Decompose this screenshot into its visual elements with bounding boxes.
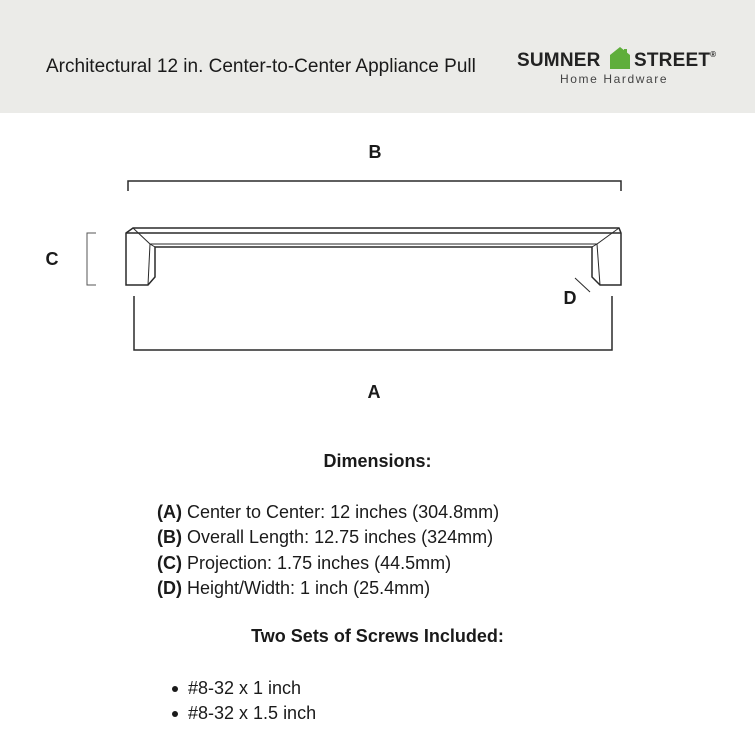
dimension-item-a: (A) Center to Center: 12 inches (304.8mm) — [157, 502, 500, 522]
label-b: B — [368, 142, 382, 162]
product-title: Architectural 12 in. Center-to-Center Appliance Pull — [46, 56, 476, 77]
screws-heading: Two Sets of Screws Included: — [251, 626, 504, 646]
logo-word-street: STREET® — [634, 50, 717, 71]
dimension-c-bracket — [87, 233, 96, 285]
registered-mark: ® — [710, 50, 717, 59]
label-a: A — [367, 382, 381, 402]
screw-item: #8-32 x 1.5 inch — [188, 701, 316, 726]
house-icon — [609, 46, 631, 70]
header-bar — [0, 0, 755, 113]
label-c: C — [45, 249, 59, 269]
dimension-item-c: (C) Projection: 1.75 inches (44.5mm) — [157, 552, 452, 573]
dimension-item-b: (B) Overall Length: 12.75 inches (324mm) — [157, 527, 494, 548]
screws-list — [188, 676, 316, 726]
logo-subtitle: Home Hardware — [560, 72, 669, 86]
bullet-icon — [172, 686, 178, 692]
dimensions-heading: Dimensions: — [323, 451, 432, 471]
screw-item: #8-32 x 1 inch — [188, 676, 316, 701]
dimension-a-bracket — [134, 296, 612, 350]
dimension-b-bracket — [128, 181, 621, 191]
pull-handle — [126, 228, 621, 285]
bullet-icon — [172, 711, 178, 717]
brand-logo — [516, 46, 721, 90]
logo-word-sumner: SUMNER — [517, 50, 601, 71]
label-d: D — [563, 288, 577, 308]
dimensions-list — [157, 500, 499, 601]
dimension-d-mark — [575, 278, 590, 292]
dimension-item-d: (D) Height/Width: 1 inch (25.4mm) — [157, 577, 431, 598]
pull-diagram — [0, 113, 755, 443]
